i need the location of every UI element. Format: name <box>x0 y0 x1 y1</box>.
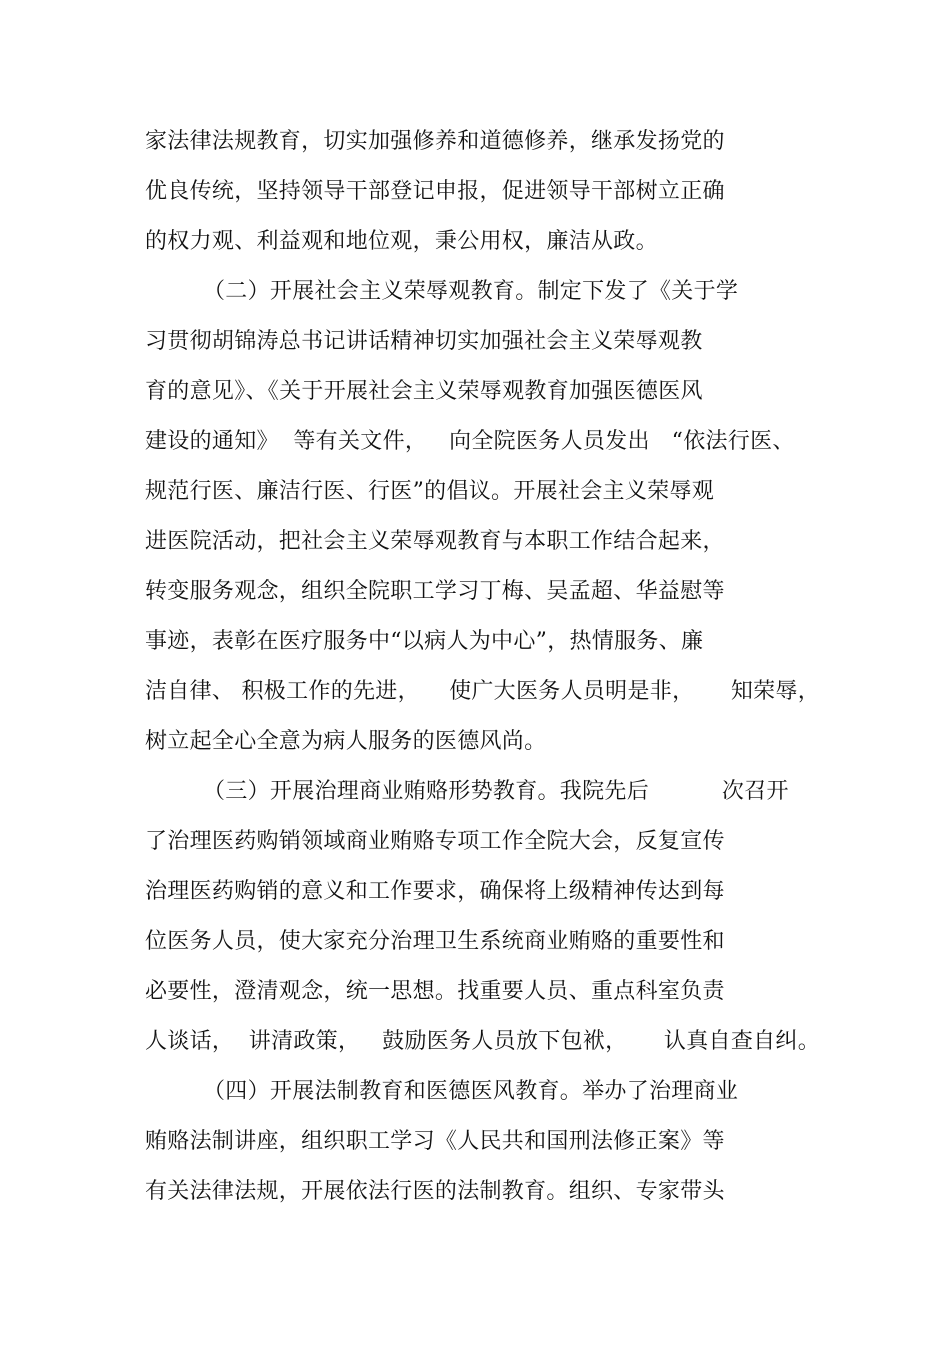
text-line: 进医院活动，把社会主义荣辱观教育与本职工作结合起来， <box>145 529 725 554</box>
text-line: 的权力观、利益观和地位观，秉公用权，廉洁从政。 <box>145 229 658 254</box>
text-line: 转变服务观念，组织全院职工学习丁梅、吴孟超、华益慰等 <box>145 579 725 604</box>
text-line: 习贯彻胡锦涛总书记讲话精神切实加强社会主义荣辱观教 <box>145 329 703 354</box>
text-line: 规范行医、廉洁行医、行医”的倡议。开展社会主义荣辱观 <box>145 479 715 504</box>
text-line: 人谈话， 讲清政策， 鼓励医务人员放下包袱， 认真自查自纠。 <box>145 1029 821 1054</box>
paragraph-start-line: （三）开展治理商业贿赂形势教育。我院先后 次召开 <box>203 779 789 804</box>
text-line: 贿赂法制讲座，组织职工学习《人民共和国刑法修正案》等 <box>145 1129 725 1154</box>
text-line: 育的意见》、《关于开展社会主义荣辱观教育加强医德医风 <box>145 379 703 404</box>
text-line: 了治理医药购销领域商业贿赂专项工作全院大会，反复宣传 <box>145 829 725 854</box>
text-line: 洁自律、 积极工作的先进， 使广大医务人员明是非， 知荣辱， <box>145 679 821 704</box>
text-line: 治理医药购销的意义和工作要求，确保将上级精神传达到每 <box>145 879 725 904</box>
paragraph-start-line: （二）开展社会主义荣辱观教育。制定下发了《关于学 <box>203 279 739 304</box>
text-line: 事迹，表彰在医疗服务中“以病人为中心”，热情服务、廉 <box>145 629 704 654</box>
text-line: 建设的通知》 等有关文件， 向全院医务人员发出 “依法行医、 <box>145 429 795 454</box>
paragraph-start-line: （四）开展法制教育和医德医风教育。举办了治理商业 <box>203 1079 739 1104</box>
text-line: 位医务人员，使大家充分治理卫生系统商业贿赂的重要性和 <box>145 929 725 954</box>
text-line: 树立起全心全意为病人服务的医德风尚。 <box>145 729 547 754</box>
text-line: 优良传统，坚持领导干部登记申报，促进领导干部树立正确 <box>145 179 725 204</box>
text-line: 家法律法规教育，切实加强修养和道德修养，继承发扬党的 <box>145 129 725 154</box>
text-line: 有关法律法规，开展依法行医的法制教育。组织、专家带头 <box>145 1179 725 1204</box>
text-line: 必要性，澄清观念，统一思想。找重要人员、重点科室负责 <box>145 979 725 1004</box>
